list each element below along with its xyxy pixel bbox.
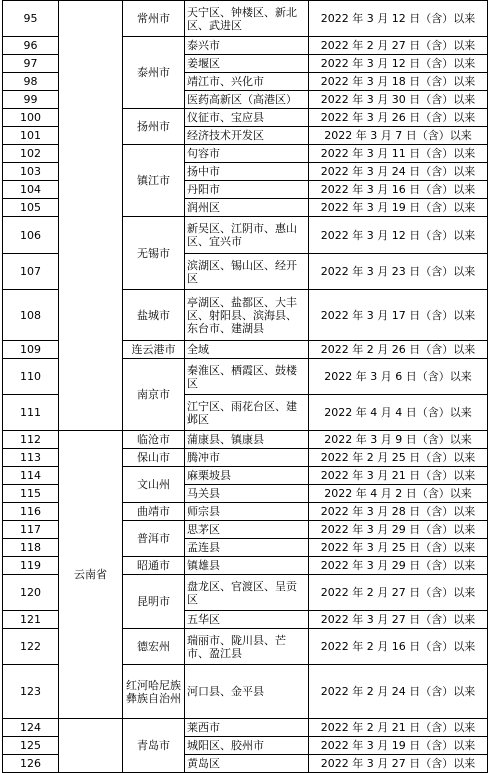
district-cell: 句容市 [185,145,309,163]
district-cell: 泰兴市 [185,37,309,55]
district-cell: 麻栗坡县 [185,467,309,485]
table-row [3,431,488,449]
city-cell: 文山州 [123,467,185,503]
district-cell: 仪征市、宝应县 [185,109,309,127]
city-cell: 昭通市 [123,557,185,575]
row-number: 121 [3,611,59,629]
district-cell: 经济技术开发区 [185,127,309,145]
province-cell-empty [59,719,123,773]
date-cell: 2022 年 3 月 19 日（含）以来 [309,737,488,755]
district-cell: 扬中市 [185,163,309,181]
row-number: 123 [3,665,59,719]
row-number: 112 [3,431,59,449]
city-cell: 保山市 [123,449,185,467]
row-number: 100 [3,109,59,127]
district-cell: 秦淮区、栖霞区、鼓楼区 [185,359,309,395]
row-number: 102 [3,145,59,163]
district-cell: 蒲康县、镇康县 [185,431,309,449]
date-cell: 2022 年 2 月 27 日（含）以来 [309,575,488,611]
row-number: 124 [3,719,59,737]
row-number: 105 [3,199,59,217]
district-cell: 孟连县 [185,539,309,557]
date-cell: 2022 年 3 月 25 日（含）以来 [309,539,488,557]
date-cell: 2022 年 3 月 6 日（含）以来 [309,359,488,395]
row-number: 104 [3,181,59,199]
row-number: 106 [3,217,59,254]
row-number: 113 [3,449,59,467]
date-cell: 2022 年 4 月 4 日（含）以来 [309,395,488,431]
city-cell: 青岛市 [123,719,185,773]
row-number: 107 [3,254,59,290]
row-number: 99 [3,91,59,109]
date-cell: 2022 年 3 月 7 日（含）以来 [309,127,488,145]
date-cell: 2022 年 3 月 24 日（含）以来 [309,163,488,181]
district-cell: 腾冲市 [185,449,309,467]
city-cell: 连云港市 [123,341,185,359]
district-cell: 盘龙区、官渡区、呈贡区 [185,575,309,611]
date-cell: 2022 年 3 月 12 日（含）以来 [309,1,488,37]
row-number: 122 [3,629,59,665]
district-cell: 姜堰区 [185,55,309,73]
district-cell: 瑞丽市、陇川县、芒市、盈江县 [185,629,309,665]
row-number: 103 [3,163,59,181]
district-cell: 思茅区 [185,521,309,539]
district-cell: 亭湖区、盐都区、大丰区、射阳县、滨海县、东台市、建湖县 [185,290,309,341]
district-cell: 江宁区、雨花台区、建邺区 [185,395,309,431]
date-cell: 2022 年 3 月 18 日（含）以来 [309,73,488,91]
city-cell: 盐城市 [123,290,185,341]
row-number: 111 [3,395,59,431]
city-cell: 常州市 [123,1,185,37]
district-cell: 马关县 [185,485,309,503]
district-cell: 城阳区、胶州市 [185,737,309,755]
date-cell: 2022 年 4 月 2 日（含）以来 [309,485,488,503]
date-cell: 2022 年 2 月 25 日（含）以来 [309,449,488,467]
district-cell: 河口县、金平县 [185,665,309,719]
row-number: 96 [3,37,59,55]
date-cell: 2022 年 3 月 17 日（含）以来 [309,290,488,341]
table-row [3,1,488,37]
province-cell-empty [59,1,123,431]
city-cell: 普洱市 [123,521,185,557]
date-cell: 2022 年 3 月 9 日（含）以来 [309,431,488,449]
date-cell: 2022 年 3 月 29 日（含）以来 [309,521,488,539]
district-cell: 靖江市、兴化市 [185,73,309,91]
row-number: 115 [3,485,59,503]
province-cell: 云南省 [59,431,123,719]
city-cell: 镇江市 [123,145,185,217]
row-number: 126 [3,755,59,773]
row-number: 95 [3,1,59,37]
row-number: 119 [3,557,59,575]
date-cell: 2022 年 2 月 27 日（含）以来 [309,37,488,55]
district-cell: 润州区 [185,199,309,217]
date-cell: 2022 年 3 月 19 日（含）以来 [309,199,488,217]
city-cell: 红河哈尼族彝族自治州 [123,665,185,719]
row-number: 114 [3,467,59,485]
row-number: 97 [3,55,59,73]
district-cell: 天宁区、钟楼区、新北区、武进区 [185,1,309,37]
city-cell: 曲靖市 [123,503,185,521]
date-cell: 2022 年 3 月 12 日（含）以来 [309,55,488,73]
date-cell: 2022 年 3 月 27 日（含）以来 [309,755,488,773]
district-cell: 丹阳市 [185,181,309,199]
date-cell: 2022 年 3 月 23 日（含）以来 [309,254,488,290]
city-cell: 扬州市 [123,109,185,145]
city-cell: 德宏州 [123,629,185,665]
row-number: 109 [3,341,59,359]
city-cell: 无锡市 [123,217,185,290]
date-cell: 2022 年 3 月 12 日（含）以来 [309,217,488,254]
row-number: 110 [3,359,59,395]
date-cell: 2022 年 2 月 24 日（含）以来 [309,665,488,719]
row-number: 117 [3,521,59,539]
table-row [3,719,488,737]
row-number: 120 [3,575,59,611]
city-cell: 泰州市 [123,37,185,109]
row-number: 116 [3,503,59,521]
row-number: 98 [3,73,59,91]
date-cell: 2022 年 3 月 30 日（含）以来 [309,91,488,109]
date-cell: 2022 年 3 月 11 日（含）以来 [309,145,488,163]
district-cell: 五华区 [185,611,309,629]
date-cell: 2022 年 3 月 29 日（含）以来 [309,557,488,575]
row-number: 101 [3,127,59,145]
city-cell: 临沧市 [123,431,185,449]
date-cell: 2022 年 2 月 16 日（含）以来 [309,629,488,665]
district-cell: 黄岛区 [185,755,309,773]
city-cell: 昆明市 [123,575,185,629]
row-number: 118 [3,539,59,557]
date-cell: 2022 年 3 月 16 日（含）以来 [309,181,488,199]
date-cell: 2022 年 3 月 26 日（含）以来 [309,109,488,127]
district-cell: 全域 [185,341,309,359]
date-cell: 2022 年 2 月 26 日（含）以来 [309,341,488,359]
date-cell: 2022 年 3 月 27 日（含）以来 [309,611,488,629]
date-cell: 2022 年 2 月 21 日（含）以来 [309,719,488,737]
district-cell: 镇雄县 [185,557,309,575]
district-cell: 医药高新区（高港区） [185,91,309,109]
district-cell: 滨湖区、锡山区、经开区 [185,254,309,290]
row-number: 125 [3,737,59,755]
district-cell: 师宗县 [185,503,309,521]
district-cell: 新吴区、江阴市、惠山区、宜兴市 [185,217,309,254]
region-table [2,0,488,773]
city-cell: 南京市 [123,359,185,431]
date-cell: 2022 年 3 月 21 日（含）以来 [309,467,488,485]
district-cell: 莱西市 [185,719,309,737]
date-cell: 2022 年 3 月 28 日（含）以来 [309,503,488,521]
row-number: 108 [3,290,59,341]
